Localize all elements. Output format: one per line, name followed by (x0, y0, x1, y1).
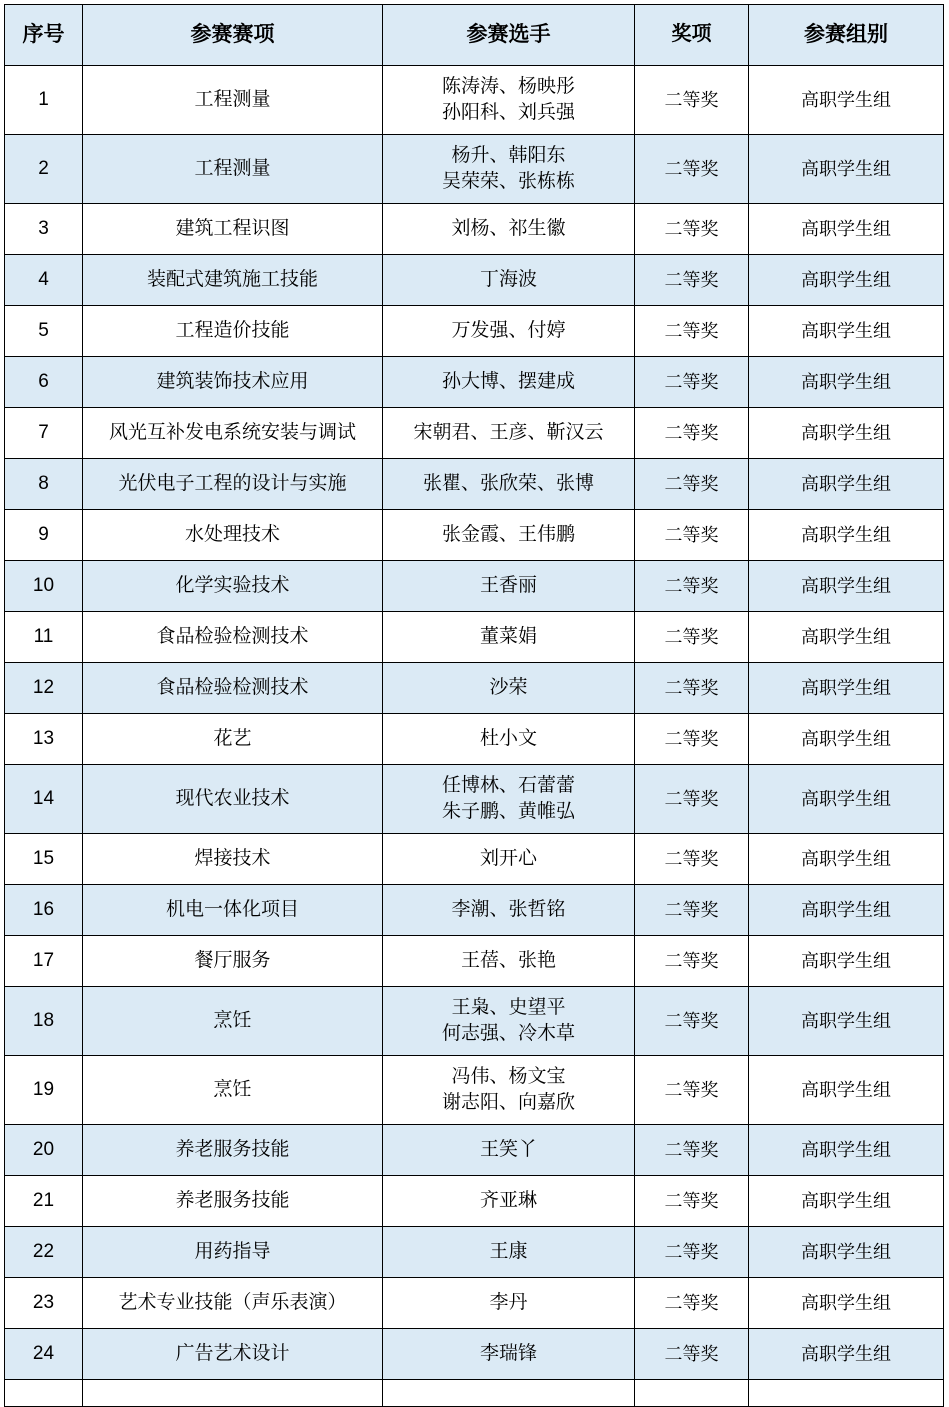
cell-group: 高职学生组 (749, 612, 944, 663)
cell-player: 任博林、石蕾蕾 朱子鹏、黄帷弘 (383, 765, 635, 834)
cell-group (749, 1380, 944, 1407)
cell-player: 李潮、张哲铭 (383, 885, 635, 936)
cell-player: 张瞿、张欣荣、张博 (383, 459, 635, 510)
cell-award: 二等奖 (635, 1176, 749, 1227)
cell-event: 烹饪 (83, 987, 383, 1056)
cell-award: 二等奖 (635, 834, 749, 885)
cell-group: 高职学生组 (749, 834, 944, 885)
cell-event: 建筑装饰技术应用 (83, 357, 383, 408)
cell-event: 烹饪 (83, 1056, 383, 1125)
cell-event: 机电一体化项目 (83, 885, 383, 936)
cell-event: 化学实验技术 (83, 561, 383, 612)
cell-award: 二等奖 (635, 135, 749, 204)
table-row (5, 1329, 944, 1380)
cell-group: 高职学生组 (749, 1176, 944, 1227)
award-results-table (4, 4, 944, 1407)
cell-index: 12 (5, 663, 83, 714)
cell-player: 陈涛涛、杨映彤 孙阳科、刘兵强 (383, 66, 635, 135)
cell-event: 餐厅服务 (83, 936, 383, 987)
cell-index: 22 (5, 1227, 83, 1278)
cell-player: 沙荣 (383, 663, 635, 714)
cell-award: 二等奖 (635, 765, 749, 834)
table-row (5, 1278, 944, 1329)
cell-index: 19 (5, 1056, 83, 1125)
table-row (5, 1227, 944, 1278)
cell-event: 焊接技术 (83, 834, 383, 885)
column-header-event: 参赛赛项 (83, 5, 383, 66)
cell-player: 齐亚琳 (383, 1176, 635, 1227)
cell-group: 高职学生组 (749, 885, 944, 936)
cell-player: 孙大博、摆建成 (383, 357, 635, 408)
table-header (5, 5, 944, 66)
cell-event: 装配式建筑施工技能 (83, 255, 383, 306)
cell-player (383, 1380, 635, 1407)
table-row (5, 255, 944, 306)
cell-award: 二等奖 (635, 408, 749, 459)
cell-player: 张金霞、王伟鹏 (383, 510, 635, 561)
cell-award: 二等奖 (635, 714, 749, 765)
cell-index: 17 (5, 936, 83, 987)
cell-award: 二等奖 (635, 1278, 749, 1329)
cell-group: 高职学生组 (749, 459, 944, 510)
cell-award: 二等奖 (635, 510, 749, 561)
cell-player: 王香丽 (383, 561, 635, 612)
table-row (5, 204, 944, 255)
cell-award: 二等奖 (635, 663, 749, 714)
cell-player: 董菜娟 (383, 612, 635, 663)
cell-player: 万发强、付婷 (383, 306, 635, 357)
cell-award: 二等奖 (635, 66, 749, 135)
cell-index: 2 (5, 135, 83, 204)
table-row (5, 1125, 944, 1176)
cell-award: 二等奖 (635, 459, 749, 510)
table-row (5, 1056, 944, 1125)
cell-event: 花艺 (83, 714, 383, 765)
cell-group: 高职学生组 (749, 765, 944, 834)
cell-group: 高职学生组 (749, 714, 944, 765)
table-row (5, 1380, 944, 1407)
cell-index: 14 (5, 765, 83, 834)
cell-player: 宋朝君、王彦、靳汉云 (383, 408, 635, 459)
table-row (5, 987, 944, 1056)
cell-group: 高职学生组 (749, 1278, 944, 1329)
cell-event: 建筑工程识图 (83, 204, 383, 255)
cell-event: 养老服务技能 (83, 1125, 383, 1176)
cell-award: 二等奖 (635, 306, 749, 357)
cell-event: 风光互补发电系统安装与调试 (83, 408, 383, 459)
cell-index: 11 (5, 612, 83, 663)
table-row (5, 561, 944, 612)
table-row (5, 834, 944, 885)
table-row (5, 408, 944, 459)
cell-group: 高职学生组 (749, 1227, 944, 1278)
cell-event: 食品检验检测技术 (83, 612, 383, 663)
cell-event: 艺术专业技能（声乐表演） (83, 1278, 383, 1329)
table-row (5, 765, 944, 834)
cell-group: 高职学生组 (749, 408, 944, 459)
cell-award: 二等奖 (635, 1125, 749, 1176)
table-row (5, 510, 944, 561)
cell-index: 20 (5, 1125, 83, 1176)
cell-award: 二等奖 (635, 936, 749, 987)
cell-group: 高职学生组 (749, 255, 944, 306)
cell-award: 二等奖 (635, 357, 749, 408)
cell-group: 高职学生组 (749, 663, 944, 714)
cell-index (5, 1380, 83, 1407)
cell-group: 高职学生组 (749, 1329, 944, 1380)
cell-award: 二等奖 (635, 561, 749, 612)
cell-player: 丁海波 (383, 255, 635, 306)
table-row (5, 885, 944, 936)
cell-event: 水处理技术 (83, 510, 383, 561)
cell-player: 王康 (383, 1227, 635, 1278)
table-row (5, 357, 944, 408)
cell-award (635, 1380, 749, 1407)
table-row (5, 936, 944, 987)
cell-event: 广告艺术设计 (83, 1329, 383, 1380)
cell-event: 工程测量 (83, 66, 383, 135)
cell-award: 二等奖 (635, 204, 749, 255)
table-row (5, 1176, 944, 1227)
table-row (5, 66, 944, 135)
cell-award: 二等奖 (635, 987, 749, 1056)
cell-index: 13 (5, 714, 83, 765)
cell-group: 高职学生组 (749, 1125, 944, 1176)
cell-index: 4 (5, 255, 83, 306)
cell-index: 15 (5, 834, 83, 885)
cell-index: 5 (5, 306, 83, 357)
cell-event: 养老服务技能 (83, 1176, 383, 1227)
cell-group: 高职学生组 (749, 135, 944, 204)
cell-player: 李瑞锋 (383, 1329, 635, 1380)
cell-player: 杨升、韩阳东 吴荣荣、张栋栋 (383, 135, 635, 204)
cell-award: 二等奖 (635, 1056, 749, 1125)
cell-index: 24 (5, 1329, 83, 1380)
cell-player: 杜小文 (383, 714, 635, 765)
column-header-award: 奖项 (635, 5, 749, 66)
cell-index: 16 (5, 885, 83, 936)
cell-group: 高职学生组 (749, 987, 944, 1056)
cell-group: 高职学生组 (749, 357, 944, 408)
cell-event: 用药指导 (83, 1227, 383, 1278)
cell-index: 10 (5, 561, 83, 612)
award-table-container (0, 4, 949, 1407)
cell-index: 8 (5, 459, 83, 510)
cell-event: 光伏电子工程的设计与实施 (83, 459, 383, 510)
table-row (5, 306, 944, 357)
cell-award: 二等奖 (635, 1227, 749, 1278)
column-header-index: 序号 (5, 5, 83, 66)
cell-player: 刘杨、祁生徽 (383, 204, 635, 255)
column-header-player: 参赛选手 (383, 5, 635, 66)
cell-award: 二等奖 (635, 255, 749, 306)
cell-index: 1 (5, 66, 83, 135)
cell-event: 食品检验检测技术 (83, 663, 383, 714)
table-header-row (5, 5, 944, 66)
cell-player: 刘开心 (383, 834, 635, 885)
cell-group: 高职学生组 (749, 66, 944, 135)
cell-event: 工程造价技能 (83, 306, 383, 357)
cell-index: 6 (5, 357, 83, 408)
cell-group: 高职学生组 (749, 561, 944, 612)
cell-event: 工程测量 (83, 135, 383, 204)
cell-index: 21 (5, 1176, 83, 1227)
table-row (5, 459, 944, 510)
cell-index: 7 (5, 408, 83, 459)
cell-group: 高职学生组 (749, 1056, 944, 1125)
cell-player: 王蓓、张艳 (383, 936, 635, 987)
table-row (5, 612, 944, 663)
cell-group: 高职学生组 (749, 510, 944, 561)
table-row (5, 663, 944, 714)
cell-event (83, 1380, 383, 1407)
cell-group: 高职学生组 (749, 936, 944, 987)
cell-group: 高职学生组 (749, 204, 944, 255)
cell-player: 李丹 (383, 1278, 635, 1329)
cell-index: 3 (5, 204, 83, 255)
cell-award: 二等奖 (635, 885, 749, 936)
cell-player: 王笑丫 (383, 1125, 635, 1176)
table-row (5, 135, 944, 204)
cell-award: 二等奖 (635, 612, 749, 663)
table-row (5, 714, 944, 765)
cell-event: 现代农业技术 (83, 765, 383, 834)
cell-player: 王枭、史望平 何志强、冷木草 (383, 987, 635, 1056)
cell-index: 9 (5, 510, 83, 561)
table-body (5, 66, 944, 1407)
cell-group: 高职学生组 (749, 306, 944, 357)
cell-index: 23 (5, 1278, 83, 1329)
column-header-group: 参赛组别 (749, 5, 944, 66)
cell-player: 冯伟、杨文宝 谢志阳、向嘉欣 (383, 1056, 635, 1125)
cell-index: 18 (5, 987, 83, 1056)
cell-award: 二等奖 (635, 1329, 749, 1380)
